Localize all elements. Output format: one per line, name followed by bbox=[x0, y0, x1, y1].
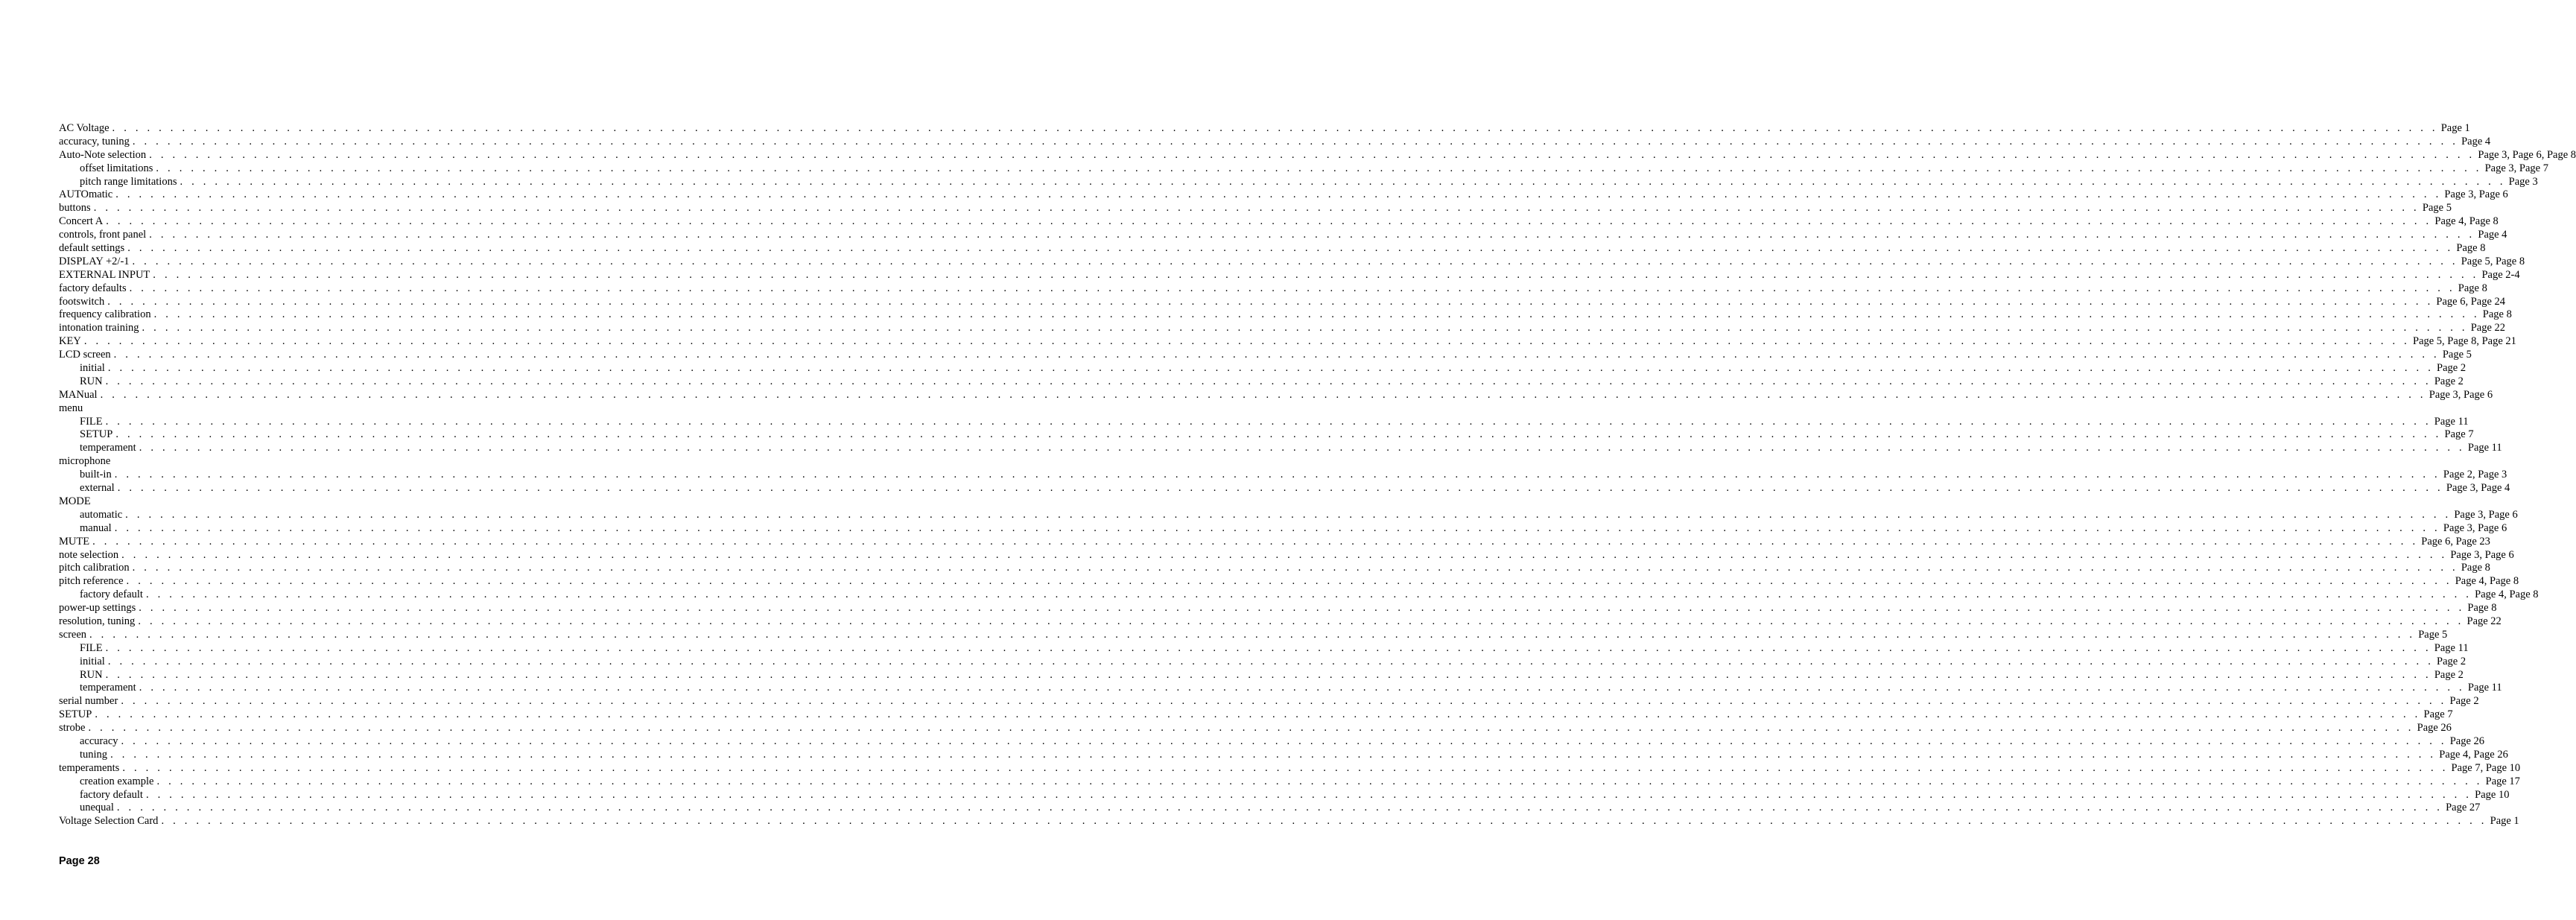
index-term: EXTERNAL INPUT bbox=[59, 268, 150, 281]
index-term: SETUP bbox=[80, 428, 113, 441]
dot-leader: . . . . . . . . . . . . . . . . . . . . . . . . . . . . . . . . . . . . . . . . . . . . . . . . . . . . . . . . . . . . . . . . . . . . . . . . . . . . . . . . . . . . . . . . . . . . . . . . . . . . . . . . . . . . . . . . . . . . . . . . . . . . . . . . . . . . . . . . . . . . . . . . . . . . . . . . . . . . . . . . . . . . . . . . . . . . . . . . . . . . . . . . . . . . . . . . . . . . . . . . bbox=[145, 589, 2472, 601]
dot-leader: . . . . . . . . . . . . . . . . . . . . . . . . . . . . . . . . . . . . . . . . . . . . . . . . . . . . . . . . . . . . . . . . . . . . . . . . . . . . . . . . . . . . . . . . . . . . . . . . . . . . . . . . . . . . . . . . . . . . . . . . . . . . . . . . . . . . . . . . . . . . . . . . . . . . . . . . . . . . . . . . . . . . . . . . . . . . . . . . . . . . . . . . . . . . . . . . . . . . . . . . bbox=[149, 229, 2475, 241]
index-term: controls, front panel bbox=[59, 229, 147, 241]
dot-leader: . . . . . . . . . . . . . . . . . . . . . . . . . . . . . . . . . . . . . . . . . . . . . . . . . . . . . . . . . . . . . . . . . . . . . . . . . . . . . . . . . . . . . . . . . . . . . . . . . . . . . . . . . . . . . . . . . . . . . . . . . . . . . . . . . . . . . . . . . . . . . . . . . . . . . . . . . . . . . . . . . . . . . . . . . . . . . . . . . . . . . . . . . . . . . . . . . . . . . . . . bbox=[114, 521, 2440, 534]
index-entry bbox=[59, 695, 2479, 708]
index-page-ref: Page 8 bbox=[2456, 242, 2486, 255]
index-page-ref: Page 8 bbox=[2482, 308, 2512, 321]
index-entry bbox=[59, 535, 2490, 549]
index-entry bbox=[59, 708, 2453, 722]
dot-leader: . . . . . . . . . . . . . . . . . . . . . . . . . . . . . . . . . . . . . . . . . . . . . . . . . . . . . . . . . . . . . . . . . . . . . . . . . . . . . . . . . . . . . . . . . . . . . . . . . . . . . . . . . . . . . . . . . . . . . . . . . . . . . . . . . . . . . . . . . . . . . . . . . . . . . . . . . . . . . . . . . . . . . . . . . . . . . . . . . . . . . . . . . . . . . . . . . . . . . . . . bbox=[139, 682, 2465, 694]
dot-leader: . . . . . . . . . . . . . . . . . . . . . . . . . . . . . . . . . . . . . . . . . . . . . . . . . . . . . . . . . . . . . . . . . . . . . . . . . . . . . . . . . . . . . . . . . . . . . . . . . . . . . . . . . . . . . . . . . . . . . . . . . . . . . . . . . . . . . . . . . . . . . . . . . . . . . . . . . . . . . . . . . . . . . . . . . . . . . . . . . . . . . . . . . . . . . . . . . . . . . . . . bbox=[122, 761, 2449, 774]
index-page-ref: Page 5, Page 8, Page 21 bbox=[2413, 335, 2516, 348]
index-entry bbox=[59, 268, 2520, 282]
index-entry bbox=[59, 575, 2519, 589]
index-subentry bbox=[59, 735, 2485, 749]
index-page-ref: Page 3, Page 6 bbox=[2454, 508, 2518, 521]
index-page-ref: Page 3, Page 6 bbox=[2450, 548, 2514, 561]
index-page-ref: Page 4, Page 8 bbox=[2475, 589, 2539, 601]
index-entry bbox=[59, 815, 2519, 828]
index-entry bbox=[59, 602, 2497, 615]
dot-leader: . . . . . . . . . . . . . . . . . . . . . . . . . . . . . . . . . . . . . . . . . . . . . . . . . . . . . . . . . . . . . . . . . . . . . . . . . . . . . . . . . . . . . . . . . . . . . . . . . . . . . . . . . . . . . . . . . . . . . . . . . . . . . . . . . . . . . . . . . . . . . . . . . . . . . . . . . . . . . . . . . . . . . . . . . . . . . . . . . . . . . . . . . . . . . . . . . . . . . . . . bbox=[89, 628, 2416, 641]
index-subentry bbox=[59, 415, 2469, 429]
dot-leader: . . . . . . . . . . . . . . . . . . . . . . . . . . . . . . . . . . . . . . . . . . . . . . . . . . . . . . . . . . . . . . . . . . . . . . . . . . . . . . . . . . . . . . . . . . . . . . . . . . . . . . . . . . . . . . . . . . . . . . . . . . . . . . . . . . . . . . . . . . . . . . . . . . . . . . . . . . . . . . . . . . . . . . . . . . . . . . . . . . . . . . . . . . . . . . . . . . . . . . . . bbox=[115, 188, 2442, 201]
index-subentry bbox=[59, 508, 2518, 522]
index-term: pitch calibration bbox=[59, 562, 130, 574]
index-page-ref: Page 5, Page 8 bbox=[2461, 255, 2525, 267]
index-page-ref: Page 1 bbox=[2490, 815, 2519, 828]
index-term: strobe bbox=[59, 722, 86, 735]
dot-leader: . . . . . . . . . . . . . . . . . . . . . . . . . . . . . . . . . . . . . . . . . . . . . . . . . . . . . . . . . . . . . . . . . . . . . . . . . . . . . . . . . . . . . . . . . . . . . . . . . . . . . . . . . . . . . . . . . . . . . . . . . . . . . . . . . . . . . . . . . . . . . . . . . . . . . . . . . . . . . . . . . . . . . . . . . . . . . . . . . . . . . . . . . . . . . . . . . . . . . . . . bbox=[116, 802, 2443, 814]
index-list bbox=[59, 122, 2576, 828]
index-term: creation example bbox=[80, 775, 154, 787]
dot-leader: . . . . . . . . . . . . . . . . . . . . . . . . . . . . . . . . . . . . . . . . . . . . . . . . . . . . . . . . . . . . . . . . . . . . . . . . . . . . . . . . . . . . . . . . . . . . . . . . . . . . . . . . . . . . . . . . . . . . . . . . . . . . . . . . . . . . . . . . . . . . . . . . . . . . . . . . . . . . . . . . . . . . . . . . . . . . . . . . . . . . . . . . . . . . . . . . . . . . . . . . bbox=[132, 562, 2458, 574]
index-entry bbox=[59, 188, 2508, 202]
index-term: temperaments bbox=[59, 761, 120, 774]
dot-leader: . . . . . . . . . . . . . . . . . . . . . . . . . . . . . . . . . . . . . . . . . . . . . . . . . . . . . . . . . . . . . . . . . . . . . . . . . . . . . . . . . . . . . . . . . . . . . . . . . . . . . . . . . . . . . . . . . . . . . . . . . . . . . . . . . . . . . . . . . . . . . . . . . . . . . . . . . . . . . . . . . . . . . . . . . . . . . . . . . . . . . . . . . . . . . . . . . . . . . . . . bbox=[129, 282, 2455, 294]
index-term: MUTE bbox=[59, 535, 90, 548]
index-page-ref: Page 8 bbox=[2461, 562, 2490, 574]
dot-leader: . . . . . . . . . . . . . . . . . . . . . . . . . . . . . . . . . . . . . . . . . . . . . . . . . . . . . . . . . . . . . . . . . . . . . . . . . . . . . . . . . . . . . . . . . . . . . . . . . . . . . . . . . . . . . . . . . . . . . . . . . . . . . . . . . . . . . . . . . . . . . . . . . . . . . . . . . . . . . . . . . . . . . . . . . . . . . . . . . . . . . . . . . . . . . . . . . . . . . . . . bbox=[180, 175, 2506, 188]
page-number: Page 28 bbox=[59, 855, 100, 867]
dot-leader: . . . . . . . . . . . . . . . . . . . . . . . . . . . . . . . . . . . . . . . . . . . . . . . . . . . . . . . . . . . . . . . . . . . . . . . . . . . . . . . . . . . . . . . . . . . . . . . . . . . . . . . . . . . . . . . . . . . . . . . . . . . . . . . . . . . . . . . . . . . . . . . . . . . . . . . . . . . . . . . . . . . . . . . . . . . . . . . . . . . . . . . . . . . . . . . . . . . . . . . . bbox=[105, 415, 2431, 428]
index-term: AC Voltage bbox=[59, 122, 110, 134]
index-entry bbox=[59, 255, 2525, 269]
index-page-ref: Page 17 bbox=[2485, 775, 2520, 787]
index-subentry bbox=[59, 655, 2466, 669]
dot-leader: . . . . . . . . . . . . . . . . . . . . . . . . . . . . . . . . . . . . . . . . . . . . . . . . . . . . . . . . . . . . . . . . . . . . . . . . . . . . . . . . . . . . . . . . . . . . . . . . . . . . . . . . . . . . . . . . . . . . . . . . . . . . . . . . . . . . . . . . . . . . . . . . . . . . . . . . . . . . . . . . . . . . . . . . . . . . . . . . . . . . . . . . . . . . . . . . . . . . . . . . bbox=[132, 255, 2458, 267]
index-page-ref: Page 3, Page 4 bbox=[2446, 482, 2510, 495]
index-entry bbox=[59, 628, 2448, 642]
index-subentry bbox=[59, 442, 2502, 455]
index-page-ref: Page 3, Page 6 bbox=[2429, 388, 2493, 401]
index-term: unequal bbox=[80, 802, 114, 814]
index-term: built-in bbox=[80, 469, 112, 481]
index-term: note selection bbox=[59, 548, 119, 561]
index-page-ref: Page 2 bbox=[2449, 695, 2479, 708]
index-entry bbox=[59, 349, 2472, 362]
index-term: accuracy bbox=[80, 735, 118, 747]
dot-leader: . . . . . . . . . . . . . . . . . . . . . . . . . . . . . . . . . . . . . . . . . . . . . . . . . . . . . . . . . . . . . . . . . . . . . . . . . . . . . . . . . . . . . . . . . . . . . . . . . . . . . . . . . . . . . . . . . . . . . . . . . . . . . . . . . . . . . . . . . . . . . . . . . . . . . . . . . . . . . . . . . . . . . . . . . . . . . . . . . . . . . . . . . . . . . . . . . . . . . . . . bbox=[105, 641, 2431, 654]
index-term: intonation training bbox=[59, 322, 139, 334]
index-subentry bbox=[59, 589, 2539, 602]
dot-leader: . . . . . . . . . . . . . . . . . . . . . . . . . . . . . . . . . . . . . . . . . . . . . . . . . . . . . . . . . . . . . . . . . . . . . . . . . . . . . . . . . . . . . . . . . . . . . . . . . . . . . . . . . . . . . . . . . . . . . . . . . . . . . . . . . . . . . . . . . . . . . . . . . . . . . . . . . . . . . . . . . . . . . . . . . . . . . . . . . . . . . . . . . . . . . . . . . . . . . . . . bbox=[161, 815, 2487, 828]
index-page-ref: Page 22 bbox=[2470, 322, 2506, 334]
index-term: footswitch bbox=[59, 295, 105, 308]
dot-leader: . . . . . . . . . . . . . . . . . . . . . . . . . . . . . . . . . . . . . . . . . . . . . . . . . . . . . . . . . . . . . . . . . . . . . . . . . . . . . . . . . . . . . . . . . . . . . . . . . . . . . . . . . . . . . . . . . . . . . . . . . . . . . . . . . . . . . . . . . . . . . . . . . . . . . . . . . . . . . . . . . . . . . . . . . . . . . . . . . . . . . . . . . . . . . . . . . . . . . . . . bbox=[107, 362, 2434, 375]
dot-leader: . . . . . . . . . . . . . . . . . . . . . . . . . . . . . . . . . . . . . . . . . . . . . . . . . . . . . . . . . . . . . . . . . . . . . . . . . . . . . . . . . . . . . . . . . . . . . . . . . . . . . . . . . . . . . . . . . . . . . . . . . . . . . . . . . . . . . . . . . . . . . . . . . . . . . . . . . . . . . . . . . . . . . . . . . . . . . . . . . . . . . . . . . . . . . . . . . . . . . . . . bbox=[142, 322, 2468, 334]
index-term: tuning bbox=[80, 748, 108, 761]
dot-leader: . . . . . . . . . . . . . . . . . . . . . . . . . . . . . . . . . . . . . . . . . . . . . . . . . . . . . . . . . . . . . . . . . . . . . . . . . . . . . . . . . . . . . . . . . . . . . . . . . . . . . . . . . . . . . . . . . . . . . . . . . . . . . . . . . . . . . . . . . . . . . . . . . . . . . . . . . . . . . . . . . . . . . . . . . . . . . . . . . . . . . . . . . . . . . . . . . . . . . . . . bbox=[127, 242, 2454, 255]
index-term: factory defaults bbox=[59, 282, 127, 294]
dot-leader: . . . . . . . . . . . . . . . . . . . . . . . . . . . . . . . . . . . . . . . . . . . . . . . . . . . . . . . . . . . . . . . . . . . . . . . . . . . . . . . . . . . . . . . . . . . . . . . . . . . . . . . . . . . . . . . . . . . . . . . . . . . . . . . . . . . . . . . . . . . . . . . . . . . . . . . . . . . . . . . . . . . . . . . . . . . . . . . . . . . . . . . . . . . . . . . . . . . . . . . . bbox=[149, 148, 2475, 161]
index-term: serial number bbox=[59, 695, 118, 708]
index-page-ref: Page 7 bbox=[2423, 708, 2453, 721]
index-term: FILE bbox=[80, 641, 103, 654]
index-page-ref: Page 22 bbox=[2466, 615, 2502, 627]
index-term: automatic bbox=[80, 508, 123, 521]
index-page-ref: Page 6, Page 23 bbox=[2421, 535, 2490, 548]
dot-leader: . . . . . . . . . . . . . . . . . . . . . . . . . . . . . . . . . . . . . . . . . . . . . . . . . . . . . . . . . . . . . . . . . . . . . . . . . . . . . . . . . . . . . . . . . . . . . . . . . . . . . . . . . . . . . . . . . . . . . . . . . . . . . . . . . . . . . . . . . . . . . . . . . . . . . . . . . . . . . . . . . . . . . . . . . . . . . . . . . . . . . . . . . . . . . . . . . . . . . . . . bbox=[105, 375, 2431, 387]
dot-leader: . . . . . . . . . . . . . . . . . . . . . . . . . . . . . . . . . . . . . . . . . . . . . . . . . . . . . . . . . . . . . . . . . . . . . . . . . . . . . . . . . . . . . . . . . . . . . . . . . . . . . . . . . . . . . . . . . . . . . . . . . . . . . . . . . . . . . . . . . . . . . . . . . . . . . . . . . . . . . . . . . . . . . . . . . . . . . . . . . . . . . . . . . . . . . . . . . . . . . . . . bbox=[139, 602, 2465, 615]
index-entry bbox=[59, 308, 2512, 322]
index-page-ref: Page 26 bbox=[2417, 722, 2452, 735]
index-entry bbox=[59, 295, 2506, 309]
index-term: SETUP bbox=[59, 708, 92, 721]
dot-leader: . . . . . . . . . . . . . . . . . . . . . . . . . . . . . . . . . . . . . . . . . . . . . . . . . . . . . . . . . . . . . . . . . . . . . . . . . . . . . . . . . . . . . . . . . . . . . . . . . . . . . . . . . . . . . . . . . . . . . . . . . . . . . . . . . . . . . . . . . . . . . . . . . . . . . . . . . . . . . . . . . . . . . . . . . . . . . . . . . . . . . . . . . . . . . . . . . . . . . . . . bbox=[100, 388, 2426, 401]
index-page-ref: Page 27 bbox=[2446, 802, 2481, 814]
index-entry bbox=[59, 562, 2490, 575]
index-term: Auto-Note selection bbox=[59, 148, 147, 161]
dot-leader: . . . . . . . . . . . . . . . . . . . . . . . . . . . . . . . . . . . . . . . . . . . . . . . . . . . . . . . . . . . . . . . . . . . . . . . . . . . . . . . . . . . . . . . . . . . . . . . . . . . . . . . . . . . . . . . . . . . . . . . . . . . . . . . . . . . . . . . . . . . . . . . . . . . . . . . . . . . . . . . . . . . . . . . . . . . . . . . . . . . . . . . . . . . . . . . . . . . . . . . . bbox=[132, 135, 2459, 147]
index-term: pitch range limitations bbox=[80, 175, 177, 188]
dot-leader: . . . . . . . . . . . . . . . . . . . . . . . . . . . . . . . . . . . . . . . . . . . . . . . . . . . . . . . . . . . . . . . . . . . . . . . . . . . . . . . . . . . . . . . . . . . . . . . . . . . . . . . . . . . . . . . . . . . . . . . . . . . . . . . . . . . . . . . . . . . . . . . . . . . . . . . . . . . . . . . . . . . . . . . . . . . . . . . . . . . . . . . . . . . . . . . . . . . . . . . . bbox=[121, 735, 2447, 747]
dot-leader: . . . . . . . . . . . . . . . . . . . . . . . . . . . . . . . . . . . . . . . . . . . . . . . . . . . . . . . . . . . . . . . . . . . . . . . . . . . . . . . . . . . . . . . . . . . . . . . . . . . . . . . . . . . . . . . . . . . . . . . . . . . . . . . . . . . . . . . . . . . . . . . . . . . . . . . . . . . . . . . . . . . . . . . . . . . . . . . . . . . . . . . . . . . . . . . . . . . . . . . . bbox=[156, 162, 2482, 174]
dot-leader: . . . . . . . . . . . . . . . . . . . . . . . . . . . . . . . . . . . . . . . . . . . . . . . . . . . . . . . . . . . . . . . . . . . . . . . . . . . . . . . . . . . . . . . . . . . . . . . . . . . . . . . . . . . . . . . . . . . . . . . . . . . . . . . . . . . . . . . . . . . . . . . . . . . . . . . . . . . . . . . . . . . . . . . . . . . . . . . . . . . . . . . . . . . . . . . . . . . . . . . . bbox=[95, 708, 2421, 721]
index-subentry bbox=[59, 641, 2469, 656]
index-subentry bbox=[59, 362, 2466, 375]
index-subentry bbox=[59, 428, 2474, 442]
index-entry bbox=[59, 135, 2491, 149]
index-term: factory default bbox=[80, 788, 143, 801]
dot-leader: . . . . . . . . . . . . . . . . . . . . . . . . . . . . . . . . . . . . . . . . . . . . . . . . . . . . . . . . . . . . . . . . . . . . . . . . . . . . . . . . . . . . . . . . . . . . . . . . . . . . . . . . . . . . . . . . . . . . . . . . . . . . . . . . . . . . . . . . . . . . . . . . . . . . . . . . . . . . . . . . . . . . . . . . . . . . . . . . . . . . . . . . . . . . . . . . . . . . . . . . bbox=[138, 615, 2464, 627]
index-term: screen bbox=[59, 628, 87, 641]
index-term: DISPLAY +2/-1 bbox=[59, 255, 130, 267]
index-term: factory default bbox=[80, 589, 143, 601]
index-term: initial bbox=[80, 362, 105, 375]
dot-leader: . . . . . . . . . . . . . . . . . . . . . . . . . . . . . . . . . . . . . . . . . . . . . . . . . . . . . . . . . . . . . . . . . . . . . . . . . . . . . . . . . . . . . . . . . . . . . . . . . . . . . . . . . . . . . . . . . . . . . . . . . . . . . . . . . . . . . . . . . . . . . . . . . . . . . . . . . . . . . . . . . . . . . . . . . . . . . . . . . . . . . . . . . . . . . . . . . . . . . . . . bbox=[156, 775, 2483, 787]
index-term: accuracy, tuning bbox=[59, 135, 130, 147]
index-page-ref: Page 2 bbox=[2434, 375, 2464, 387]
index-term: resolution, tuning bbox=[59, 615, 136, 627]
index-page-ref: Page 3, Page 6, Page 8 bbox=[2478, 148, 2576, 161]
index-term: buttons bbox=[59, 202, 91, 215]
dot-leader: . . . . . . . . . . . . . . . . . . . . . . . . . . . . . . . . . . . . . . . . . . . . . . . . . . . . . . . . . . . . . . . . . . . . . . . . . . . . . . . . . . . . . . . . . . . . . . . . . . . . . . . . . . . . . . . . . . . . . . . . . . . . . . . . . . . . . . . . . . . . . . . . . . . . . . . . . . . . . . . . . . . . . . . . . . . . . . . . . . . . . . . . . . . . . . . . . . . . . . . . bbox=[121, 695, 2447, 708]
index-entry bbox=[59, 202, 2452, 215]
index-entry bbox=[59, 229, 2507, 242]
dot-leader: . . . . . . . . . . . . . . . . . . . . . . . . . . . . . . . . . . . . . . . . . . . . . . . . . . . . . . . . . . . . . . . . . . . . . . . . . . . . . . . . . . . . . . . . . . . . . . . . . . . . . . . . . . . . . . . . . . . . . . . . . . . . . . . . . . . . . . . . . . . . . . . . . . . . . . . . . . . . . . . . . . . . . . . . . . . . . . . . . . . . . . . . . . . . . . . . . . . . . . . . bbox=[153, 308, 2480, 321]
dot-leader: . . . . . . . . . . . . . . . . . . . . . . . . . . . . . . . . . . . . . . . . . . . . . . . . . . . . . . . . . . . . . . . . . . . . . . . . . . . . . . . . . . . . . . . . . . . . . . . . . . . . . . . . . . . . . . . . . . . . . . . . . . . . . . . . . . . . . . . . . . . . . . . . . . . . . . . . . . . . . . . . . . . . . . . . . . . . . . . . . . . . . . . . . . . . . . . . . . . . . . . . bbox=[83, 335, 2410, 348]
index-subentry bbox=[59, 788, 2510, 802]
index-subentry bbox=[59, 469, 2507, 482]
index-page-ref: Page 3, Page 6 bbox=[2443, 521, 2507, 534]
index-page-ref: Page 11 bbox=[2434, 415, 2469, 428]
index-term: Voltage Selection Card bbox=[59, 815, 159, 828]
index-subentry bbox=[59, 375, 2464, 389]
index-page-ref: Page 26 bbox=[2449, 735, 2485, 747]
index-page-ref: Page 4, Page 8 bbox=[2434, 215, 2499, 228]
index-term: AUTOmatic bbox=[59, 188, 113, 201]
dot-leader: . . . . . . . . . . . . . . . . . . . . . . . . . . . . . . . . . . . . . . . . . . . . . . . . . . . . . . . . . . . . . . . . . . . . . . . . . . . . . . . . . . . . . . . . . . . . . . . . . . . . . . . . . . . . . . . . . . . . . . . . . . . . . . . . . . . . . . . . . . . . . . . . . . . . . . . . . . . . . . . . . . . . . . . . . . . . . . . . . . . . . . . . . . . . . . . . . . . . . . . . bbox=[126, 575, 2452, 588]
index-page-ref: Page 4, Page 26 bbox=[2439, 748, 2508, 761]
index-page-ref: Page 3, Page 7 bbox=[2484, 162, 2548, 174]
index-page-ref: Page 3 bbox=[2508, 175, 2538, 188]
dot-leader: . . . . . . . . . . . . . . . . . . . . . . . . . . . . . . . . . . . . . . . . . . . . . . . . . . . . . . . . . . . . . . . . . . . . . . . . . . . . . . . . . . . . . . . . . . . . . . . . . . . . . . . . . . . . . . . . . . . . . . . . . . . . . . . . . . . . . . . . . . . . . . . . . . . . . . . . . . . . . . . . . . . . . . . . . . . . . . . . . . . . . . . . . . . . . . . . . . . . . . . . bbox=[105, 668, 2431, 681]
index-page-ref: Page 2 bbox=[2437, 362, 2466, 375]
dot-leader: . . . . . . . . . . . . . . . . . . . . . . . . . . . . . . . . . . . . . . . . . . . . . . . . . . . . . . . . . . . . . . . . . . . . . . . . . . . . . . . . . . . . . . . . . . . . . . . . . . . . . . . . . . . . . . . . . . . . . . . . . . . . . . . . . . . . . . . . . . . . . . . . . . . . . . . . . . . . . . . . . . . . . . . . . . . . . . . . . . . . . . . . . . . . . . . . . . . . . . . . bbox=[115, 428, 2442, 441]
index-page-ref: Page 11 bbox=[2467, 682, 2502, 694]
index-subentry bbox=[59, 748, 2508, 762]
dot-leader: . . . . . . . . . . . . . . . . . . . . . . . . . . . . . . . . . . . . . . . . . . . . . . . . . . . . . . . . . . . . . . . . . . . . . . . . . . . . . . . . . . . . . . . . . . . . . . . . . . . . . . . . . . . . . . . . . . . . . . . . . . . . . . . . . . . . . . . . . . . . . . . . . . . . . . . . . . . . . . . . . . . . . . . . . . . . . . . . . . . . . . . . . . . . . . . . . . . . . . . . bbox=[112, 122, 2438, 134]
index-term: KEY bbox=[59, 335, 81, 348]
index-term: Concert A bbox=[59, 215, 104, 228]
index-term: LCD screen bbox=[59, 349, 111, 361]
index-page-ref: Page 5 bbox=[2418, 628, 2448, 641]
index-term: menu bbox=[59, 402, 83, 414]
index-term: RUN bbox=[80, 668, 103, 681]
index-page-ref: Page 1 bbox=[2440, 122, 2470, 134]
index-page-ref: Page 10 bbox=[2475, 788, 2510, 801]
index-subentry bbox=[59, 482, 2510, 495]
dot-leader: . . . . . . . . . . . . . . . . . . . . . . . . . . . . . . . . . . . . . . . . . . . . . . . . . . . . . . . . . . . . . . . . . . . . . . . . . . . . . . . . . . . . . . . . . . . . . . . . . . . . . . . . . . . . . . . . . . . . . . . . . . . . . . . . . . . . . . . . . . . . . . . . . . . . . . . . . . . . . . . . . . . . . . . . . . . . . . . . . . . . . . . . . . . . . . . . . . . . . . . . bbox=[107, 295, 2434, 308]
index-term: external bbox=[80, 482, 115, 495]
index-entry bbox=[59, 215, 2499, 229]
index-page-ref: Page 11 bbox=[2467, 442, 2502, 454]
index-term: temperament bbox=[80, 442, 136, 454]
dot-leader: . . . . . . . . . . . . . . . . . . . . . . . . . . . . . . . . . . . . . . . . . . . . . . . . . . . . . . . . . . . . . . . . . . . . . . . . . . . . . . . . . . . . . . . . . . . . . . . . . . . . . . . . . . . . . . . . . . . . . . . . . . . . . . . . . . . . . . . . . . . . . . . . . . . . . . . . . . . . . . . . . . . . . . . . . . . . . . . . . . . . . . . . . . . . . . . . . . . . . . . . bbox=[139, 442, 2465, 454]
index-entry bbox=[59, 548, 2514, 562]
index-page-ref: Page 4, Page 8 bbox=[2455, 575, 2519, 588]
index-term: power-up settings bbox=[59, 602, 136, 615]
index-page-ref: Page 6, Page 24 bbox=[2436, 295, 2506, 308]
index-entry bbox=[59, 148, 2576, 162]
dot-leader: . . . . . . . . . . . . . . . . . . . . . . . . . . . . . . . . . . . . . . . . . . . . . . . . . . . . . . . . . . . . . . . . . . . . . . . . . . . . . . . . . . . . . . . . . . . . . . . . . . . . . . . . . . . . . . . . . . . . . . . . . . . . . . . . . . . . . . . . . . . . . . . . . . . . . . . . . . . . . . . . . . . . . . . . . . . . . . . . . . . . . . . . . . . . . . . . . . . . . . . . bbox=[93, 202, 2420, 215]
index-entry bbox=[59, 615, 2502, 629]
index-entry bbox=[59, 122, 2470, 136]
index-page-ref: Page 2 bbox=[2437, 655, 2466, 667]
dot-leader: . . . . . . . . . . . . . . . . . . . . . . . . . . . . . . . . . . . . . . . . . . . . . . . . . . . . . . . . . . . . . . . . . . . . . . . . . . . . . . . . . . . . . . . . . . . . . . . . . . . . . . . . . . . . . . . . . . . . . . . . . . . . . . . . . . . . . . . . . . . . . . . . . . . . . . . . . . . . . . . . . . . . . . . . . . . . . . . . . . . . . . . . . . . . . . . . . . . . . . . . bbox=[107, 655, 2434, 667]
index-page-ref: Page 11 bbox=[2434, 641, 2469, 654]
index-subentry bbox=[59, 521, 2507, 536]
index-entry bbox=[59, 761, 2521, 775]
dot-leader: . . . . . . . . . . . . . . . . . . . . . . . . . . . . . . . . . . . . . . . . . . . . . . . . . . . . . . . . . . . . . . . . . . . . . . . . . . . . . . . . . . . . . . . . . . . . . . . . . . . . . . . . . . . . . . . . . . . . . . . . . . . . . . . . . . . . . . . . . . . . . . . . . . . . . . . . . . . . . . . . . . . . . . . . . . . . . . . . . . . . . . . . . . . . . . . . . . . . . . . . bbox=[88, 722, 2414, 735]
index-term: MANual bbox=[59, 388, 98, 401]
index-term: offset limitations bbox=[80, 162, 153, 174]
index-term: default settings bbox=[59, 242, 125, 255]
index-entry bbox=[59, 242, 2486, 256]
index-page-ref: Page 7, Page 10 bbox=[2451, 761, 2521, 774]
index-entry bbox=[59, 495, 652, 509]
index-subentry bbox=[59, 175, 2538, 189]
index-page-ref: Page 2-4 bbox=[2481, 268, 2520, 281]
index-page-ref: Page 3, Page 6 bbox=[2444, 188, 2508, 201]
index-page-ref: Page 5 bbox=[2442, 349, 2472, 361]
index-entry bbox=[59, 402, 652, 416]
index-term: frequency calibration bbox=[59, 308, 151, 321]
dot-leader: . . . . . . . . . . . . . . . . . . . . . . . . . . . . . . . . . . . . . . . . . . . . . . . . . . . . . . . . . . . . . . . . . . . . . . . . . . . . . . . . . . . . . . . . . . . . . . . . . . . . . . . . . . . . . . . . . . . . . . . . . . . . . . . . . . . . . . . . . . . . . . . . . . . . . . . . . . . . . . . . . . . . . . . . . . . . . . . . . . . . . . . . . . . . . . . . . . . . . . . . bbox=[145, 788, 2472, 801]
dot-leader: . . . . . . . . . . . . . . . . . . . . . . . . . . . . . . . . . . . . . . . . . . . . . . . . . . . . . . . . . . . . . . . . . . . . . . . . . . . . . . . . . . . . . . . . . . . . . . . . . . . . . . . . . . . . . . . . . . . . . . . . . . . . . . . . . . . . . . . . . . . . . . . . . . . . . . . . . . . . . . . . . . . . . . . . . . . . . . . . . . . . . . . . . . . . . . . . . . . . . . . . bbox=[113, 349, 2440, 361]
index-term: MODE bbox=[59, 495, 91, 507]
index-page-ref: Page 2 bbox=[2434, 668, 2464, 681]
dot-leader: . . . . . . . . . . . . . . . . . . . . . . . . . . . . . . . . . . . . . . . . . . . . . . . . . . . . . . . . . . . . . . . . . . . . . . . . . . . . . . . . . . . . . . . . . . . . . . . . . . . . . . . . . . . . . . . . . . . . . . . . . . . . . . . . . . . . . . . . . . . . . . . . . . . . . . . . . . . . . . . . . . . . . . . . . . . . . . . . . . . . . . . . . . . . . . . . . . . . . . . . bbox=[153, 268, 2479, 281]
dot-leader: . . . . . . . . . . . . . . . . . . . . . . . . . . . . . . . . . . . . . . . . . . . . . . . . . . . . . . . . . . . . . . . . . . . . . . . . . . . . . . . . . . . . . . . . . . . . . . . . . . . . . . . . . . . . . . . . . . . . . . . . . . . . . . . . . . . . . . . . . . . . . . . . . . . . . . . . . . . . . . . . . . . . . . . . . . . . . . . . . . . . . . . . . . . . . . . . . . . . . . . . bbox=[114, 469, 2440, 481]
index-subentry bbox=[59, 802, 2481, 815]
dot-leader: . . . . . . . . . . . . . . . . . . . . . . . . . . . . . . . . . . . . . . . . . . . . . . . . . . . . . . . . . . . . . . . . . . . . . . . . . . . . . . . . . . . . . . . . . . . . . . . . . . . . . . . . . . . . . . . . . . . . . . . . . . . . . . . . . . . . . . . . . . . . . . . . . . . . . . . . . . . . . . . . . . . . . . . . . . . . . . . . . . . . . . . . . . . . . . . . . . . . . . . . bbox=[92, 535, 2419, 548]
index-entry bbox=[59, 455, 652, 469]
index-page-ref: Page 8 bbox=[2458, 282, 2487, 294]
index-term: FILE bbox=[80, 415, 103, 428]
index-page-ref: Page 7 bbox=[2444, 428, 2474, 441]
index-entry bbox=[59, 282, 2487, 296]
dot-leader: . . . . . . . . . . . . . . . . . . . . . . . . . . . . . . . . . . . . . . . . . . . . . . . . . . . . . . . . . . . . . . . . . . . . . . . . . . . . . . . . . . . . . . . . . . . . . . . . . . . . . . . . . . . . . . . . . . . . . . . . . . . . . . . . . . . . . . . . . . . . . . . . . . . . . . . . . . . . . . . . . . . . . . . . . . . . . . . . . . . . . . . . . . . . . . . . . . . . . . . . bbox=[125, 508, 2452, 521]
index-entry bbox=[59, 335, 2516, 349]
index-term: pitch reference bbox=[59, 575, 124, 588]
index-page-ref: Page 8 bbox=[2467, 602, 2497, 615]
index-page-ref: Page 2, Page 3 bbox=[2443, 469, 2507, 481]
index-term: RUN bbox=[80, 375, 103, 387]
index-term: microphone bbox=[59, 455, 111, 468]
index-term: manual bbox=[80, 521, 112, 534]
index-page-ref: Page 4 bbox=[2461, 135, 2491, 147]
dot-leader: . . . . . . . . . . . . . . . . . . . . . . . . . . . . . . . . . . . . . . . . . . . . . . . . . . . . . . . . . . . . . . . . . . . . . . . . . . . . . . . . . . . . . . . . . . . . . . . . . . . . . . . . . . . . . . . . . . . . . . . . . . . . . . . . . . . . . . . . . . . . . . . . . . . . . . . . . . . . . . . . . . . . . . . . . . . . . . . . . . . . . . . . . . . . . . . . . . . . . . . . bbox=[110, 748, 2437, 761]
index-term: temperament bbox=[80, 682, 136, 694]
dot-leader: . . . . . . . . . . . . . . . . . . . . . . . . . . . . . . . . . . . . . . . . . . . . . . . . . . . . . . . . . . . . . . . . . . . . . . . . . . . . . . . . . . . . . . . . . . . . . . . . . . . . . . . . . . . . . . . . . . . . . . . . . . . . . . . . . . . . . . . . . . . . . . . . . . . . . . . . . . . . . . . . . . . . . . . . . . . . . . . . . . . . . . . . . . . . . . . . . . . . . . . . bbox=[117, 482, 2443, 495]
dot-leader: . . . . . . . . . . . . . . . . . . . . . . . . . . . . . . . . . . . . . . . . . . . . . . . . . . . . . . . . . . . . . . . . . . . . . . . . . . . . . . . . . . . . . . . . . . . . . . . . . . . . . . . . . . . . . . . . . . . . . . . . . . . . . . . . . . . . . . . . . . . . . . . . . . . . . . . . . . . . . . . . . . . . . . . . . . . . . . . . . . . . . . . . . . . . . . . . . . . . . . . . bbox=[121, 548, 2448, 561]
index-entry bbox=[59, 722, 2452, 735]
index-page-ref: Page 5 bbox=[2422, 202, 2452, 215]
index-subentry bbox=[59, 682, 2502, 695]
index-page-ref: Page 4 bbox=[2478, 229, 2507, 241]
index-entry bbox=[59, 388, 2493, 402]
index-subentry bbox=[59, 668, 2464, 682]
index-term: initial bbox=[80, 655, 105, 667]
dot-leader: . . . . . . . . . . . . . . . . . . . . . . . . . . . . . . . . . . . . . . . . . . . . . . . . . . . . . . . . . . . . . . . . . . . . . . . . . . . . . . . . . . . . . . . . . . . . . . . . . . . . . . . . . . . . . . . . . . . . . . . . . . . . . . . . . . . . . . . . . . . . . . . . . . . . . . . . . . . . . . . . . . . . . . . . . . . . . . . . . . . . . . . . . . . . . . . . . . . . . . . . bbox=[106, 215, 2432, 228]
index-subentry bbox=[59, 162, 2548, 176]
index-entry bbox=[59, 322, 2506, 335]
index-subentry bbox=[59, 775, 2520, 789]
